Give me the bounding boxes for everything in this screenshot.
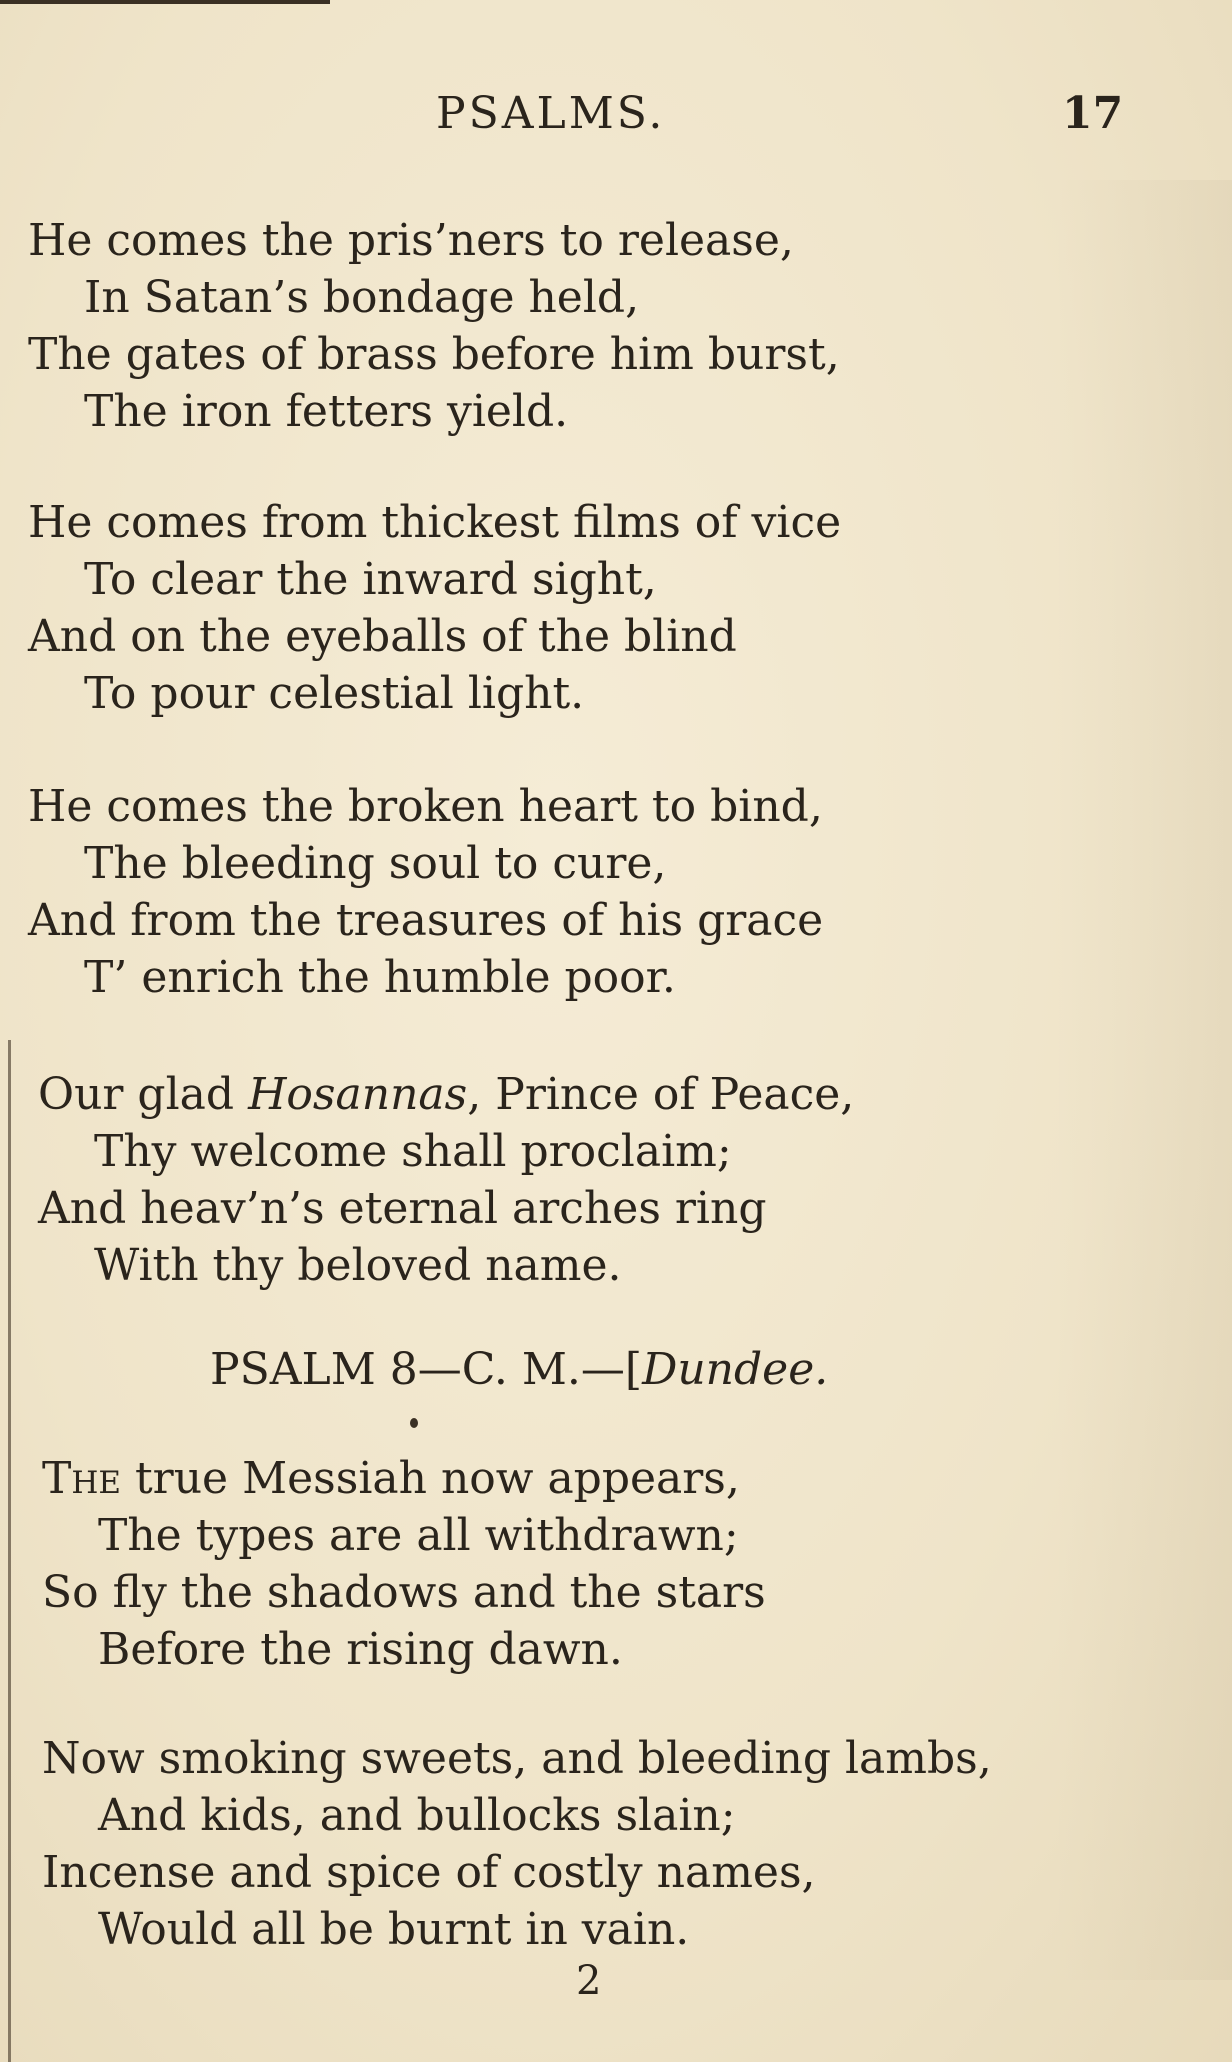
line-text: , Prince of Peace,	[467, 1069, 855, 1120]
psalm-stanza-1	[42, 1450, 1212, 1678]
verse-line	[38, 1066, 1208, 1123]
signature-mark: 2	[576, 1958, 602, 2004]
verse-line: And from the treasures of his grace	[28, 895, 824, 946]
verse-line: The iron fetters yield.	[84, 386, 569, 437]
verse-line: The types are all withdrawn;	[98, 1510, 739, 1561]
psalm-stanza-2	[42, 1730, 1212, 1958]
verse-line: He comes the broken heart to bind,	[28, 781, 823, 832]
binding-edge-line	[8, 1040, 11, 2062]
page-number: 17	[1062, 88, 1124, 139]
running-head-title: PSALMS.	[436, 88, 666, 139]
verse-line: The gates of brass before him burst,	[28, 329, 840, 380]
line-text: Our glad	[38, 1069, 249, 1120]
verse-line: Would all be burnt in vain.	[98, 1904, 690, 1955]
ornament-dot	[410, 1418, 418, 1428]
line-text: true Messiah now appears,	[121, 1453, 740, 1504]
stanza-1	[28, 212, 1198, 440]
verse-line: With thy beloved name.	[94, 1240, 622, 1291]
verse-line: In Satan’s bondage held,	[84, 272, 640, 323]
verse-line: To pour celestial light.	[84, 668, 585, 719]
verse-line: Now smoking sweets, and bleeding lambs,	[42, 1733, 992, 1784]
verse-line: So fly the shadows and the stars	[42, 1567, 766, 1618]
verse-line	[42, 1450, 1212, 1507]
stanza-3	[28, 778, 1198, 1006]
tune-name: Dundee.	[642, 1344, 829, 1395]
verse-line: To clear the inward sight,	[84, 554, 657, 605]
verse-line: The bleeding soul to cure,	[84, 838, 667, 889]
verse-line: And on the eyeballs of the blind	[28, 611, 737, 662]
verse-line: T’ enrich the humble poor.	[84, 952, 676, 1003]
running-head	[0, 88, 1232, 148]
small-caps-word: The	[42, 1453, 122, 1504]
verse-line: He comes from thickest films of vice	[28, 497, 842, 548]
top-rule	[0, 0, 330, 4]
verse-line: Thy welcome shall proclaim;	[94, 1126, 732, 1177]
verse-line: Incense and spice of costly names,	[42, 1847, 816, 1898]
psalm-heading	[210, 1344, 828, 1395]
stanza-2	[28, 494, 1198, 722]
psalm-heading-label: PSALM 8—C. M.—[	[210, 1344, 643, 1395]
verse-line: And heav’n’s eternal arches ring	[38, 1183, 767, 1234]
stanza-4	[38, 1066, 1208, 1294]
verse-line: He comes the pris’ners to release,	[28, 215, 794, 266]
verse-line: And kids, and bullocks slain;	[98, 1790, 736, 1841]
italic-word: Hosannas	[248, 1069, 468, 1120]
verse-line: Before the rising dawn.	[98, 1624, 623, 1675]
